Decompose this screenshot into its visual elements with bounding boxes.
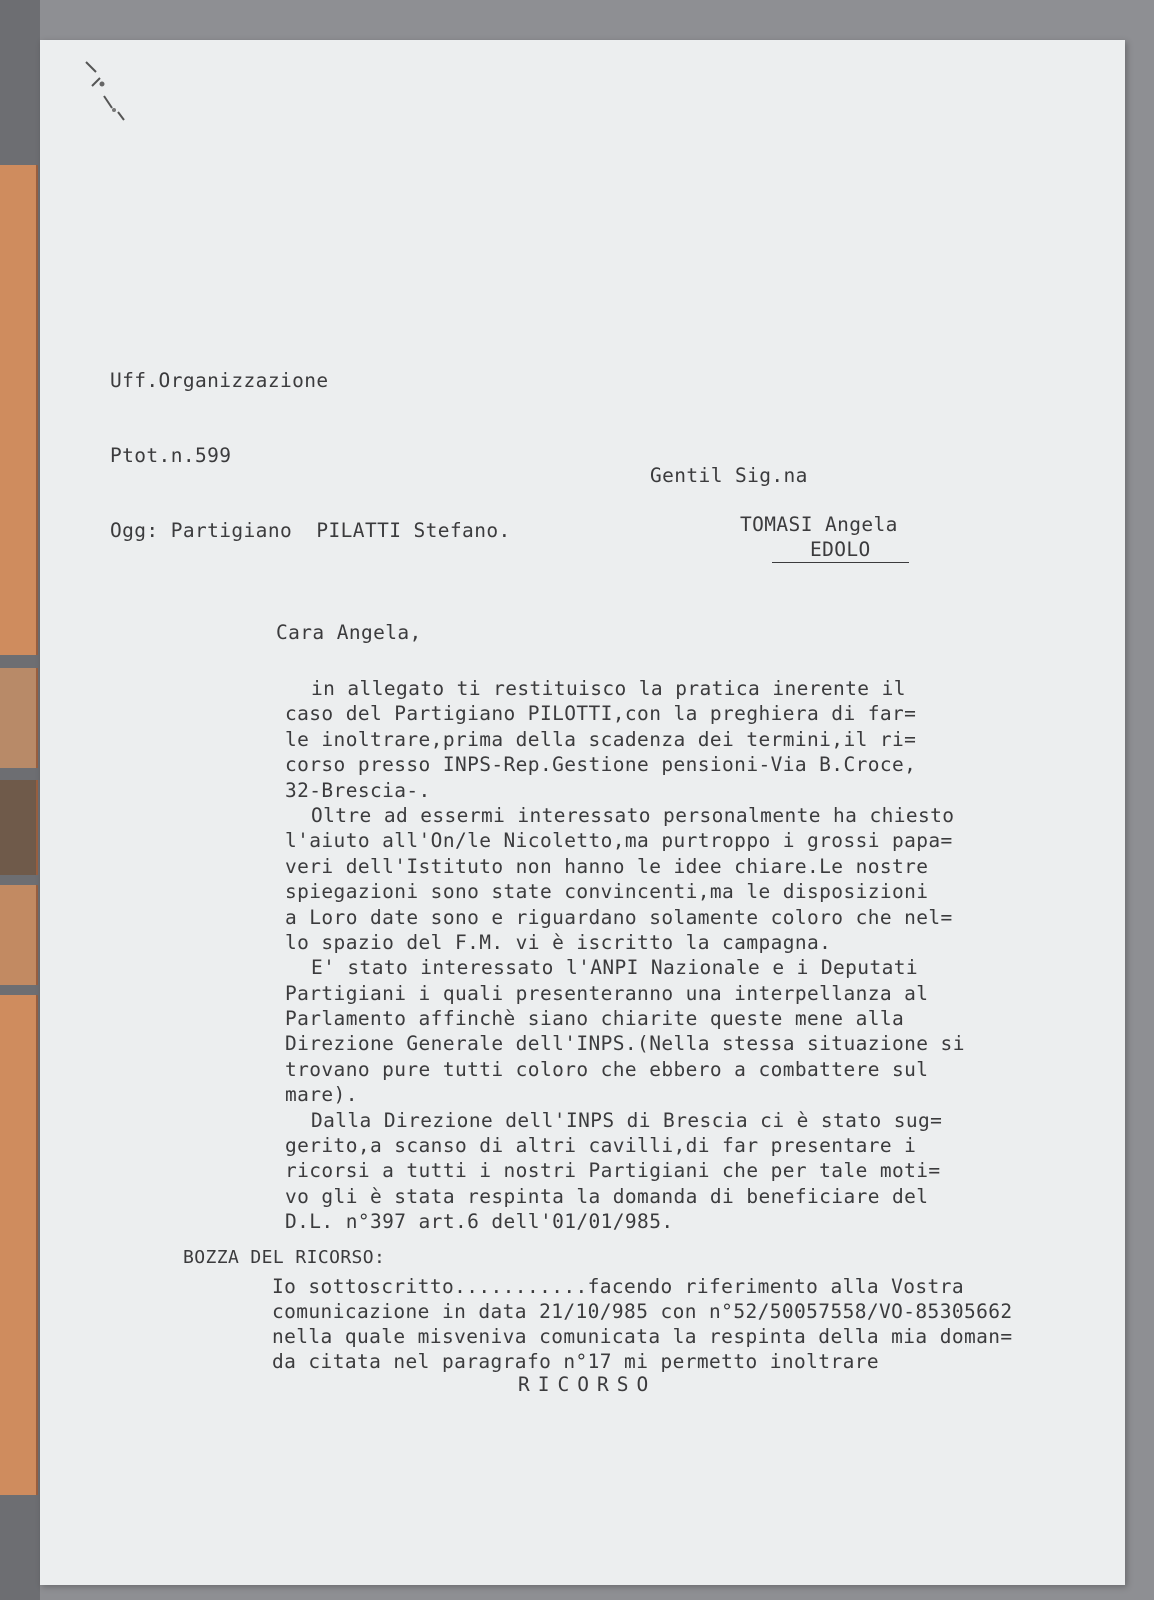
salutation: Cara Angela, (276, 621, 422, 644)
staple-hole-mark (78, 50, 138, 130)
body-line: vo gli è stata respinta la domanda di beneficiare del (285, 1184, 929, 1208)
body-line: ricorsi a tutti i nostri Partigiani che per tale moti= (285, 1159, 941, 1183)
letter-body (285, 676, 965, 1235)
draft-title: BOZZA DEL RICORSO: (183, 1247, 386, 1268)
recipient-name: TOMASI Angela (740, 513, 898, 536)
draft-body (272, 1274, 1013, 1374)
body-line: E' stato interessato l'ANPI Nazionale e i Deputati (311, 956, 918, 980)
office-line: Uff.Organizzazione (110, 369, 329, 392)
body-line: gerito,a scanso di altri cavilli,di far presentare i (285, 1134, 917, 1158)
binder-tab (0, 668, 38, 768)
body-line: in allegato ti restituisco la pratica inerente il (311, 677, 906, 700)
protocol-line: Ptot.n.599 (110, 444, 232, 467)
body-line: Parlamento affinchè siano chiarite queste mene alla (285, 1007, 905, 1031)
body-line: corso presso INPS-Rep.Gestione pensioni-Via B.Croce, (285, 753, 917, 777)
body-line: Dalla Direzione dell'INPS di Brescia ci è stato sug= (311, 1108, 943, 1132)
body-line: mare). (285, 1083, 358, 1107)
binder-tab (0, 165, 38, 655)
body-line: le inoltrare,prima della scadenza dei termini,il ri= (285, 727, 917, 751)
body-line: Direzione Generale dell'INPS.(Nella stessa situazione si (285, 1032, 965, 1056)
letter-page (40, 40, 1125, 1585)
draft-line: da citata nel paragrafo n°17 mi permetto inoltrare (272, 1350, 879, 1373)
body-line: Partigiani i quali presenteranno una interpellanza al (285, 981, 929, 1005)
binder-tab (0, 995, 38, 1495)
binder-tab (0, 780, 38, 875)
letter-header (110, 318, 511, 593)
draft-line: Io sottoscritto...........facendo riferimento alla Vostra (272, 1275, 964, 1298)
body-line: spiegazioni sono state convincenti,ma le disposizioni (285, 880, 929, 904)
recipient-city: EDOLO (772, 537, 909, 563)
draft-line: nella quale misveniva comunicata la respinta della mia doman= (272, 1325, 1013, 1348)
body-line: lo spazio del F.M. vi è iscritto la campagna. (285, 930, 832, 954)
body-line: a Loro date sono e riguardano solamente coloro che nel= (285, 905, 953, 929)
draft-heading: RICORSO (518, 1373, 657, 1396)
body-line: 32-Brescia-. (285, 778, 431, 802)
body-line: caso del Partigiano PILOTTI,con la preghiera di far= (285, 702, 917, 726)
body-line: veri dell'Istituto non hanno le idee chiare.Le nostre (285, 854, 929, 878)
body-line: l'aiuto all'On/le Nicoletto,ma purtroppo i grossi papa= (285, 829, 953, 853)
draft-line: comunicazione in data 21/10/985 con n°52/50057558/VO-85305662 (272, 1300, 1013, 1323)
recipient-greeting: Gentil Sig.na (650, 464, 808, 487)
binder-tab (0, 885, 38, 985)
body-line: D.L. n°397 art.6 dell'01/01/985. (285, 1210, 674, 1234)
subject-line: Ogg: Partigiano PILATTI Stefano. (110, 519, 511, 542)
body-line: Oltre ad essermi interessato personalmente ha chiesto (311, 803, 955, 827)
body-line: trovano pure tutti coloro che ebbero a combattere sul (285, 1057, 929, 1081)
